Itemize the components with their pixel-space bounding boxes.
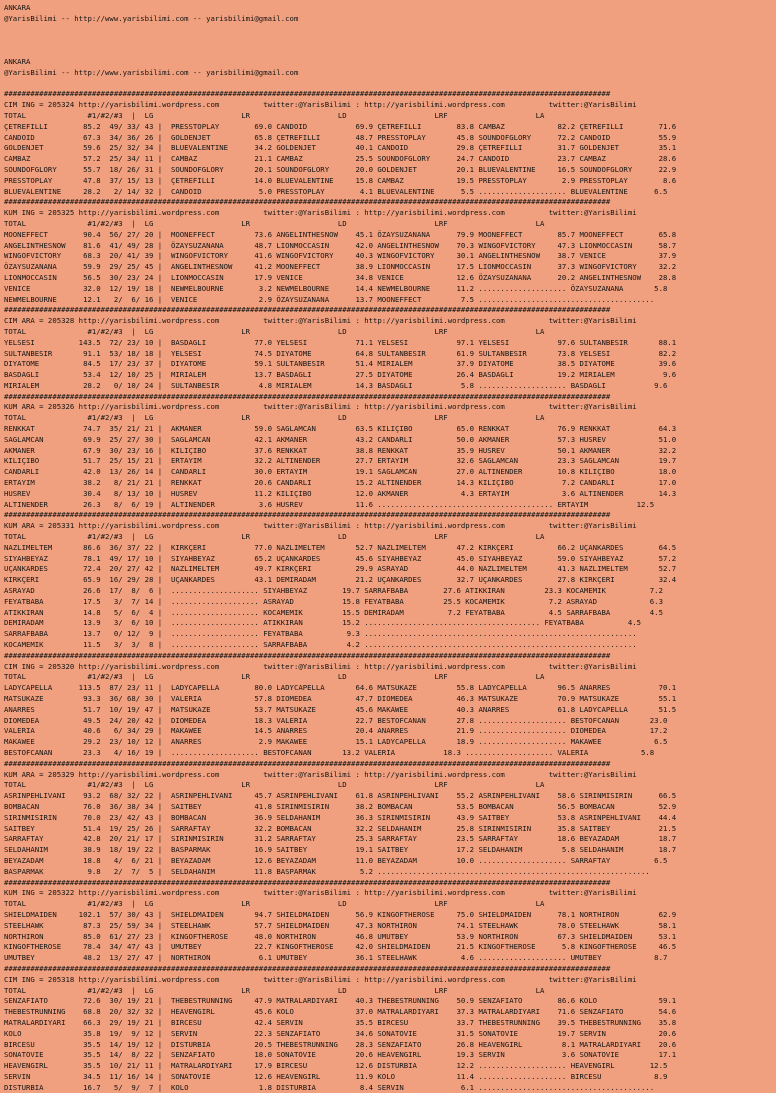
horse-row: SAITBEY 51.4 19/ 25/ 26 | SARRAFTAY 32.2 BOMBACAN 32.2 SELDAHANIM 25.8 SIRINMISIRIN 35.8 SAITBEY 21.5 <box>4 823 677 833</box>
horse-row: BESTOFCANAN 23.3 4/ 16/ 19 | .................... BESTOFCANAN 13.2 VALERIA 18.3 .................... VALERIA 5.8 <box>4 747 655 757</box>
horse-row: CANDOID 67.3 34/ 36/ 26 | GOLDENJET 65.8 ÇETREFILLI 48.7 PRESSTOPLAY 45.8 SOUNDOFGLORY 72.2 CANDOID 55.9 <box>4 132 677 142</box>
horse-row: SONATOVIE 35.5 14/ 8/ 22 | SENZAFIATO 18.0 SONATOVIE 20.6 HEAVENGIRL 19.3 SERVIN 3.6 SONATOVIE 17.1 <box>4 1050 677 1060</box>
horse-row: BOMBACAN 76.0 36/ 38/ 34 | SAITBEY 41.8 SIRINMISIRIN 38.2 BOMBACAN 53.5 BOMBACAN 56.5 BOMBACAN 52.9 <box>4 801 677 811</box>
column-header-line: TOTAL #1/#2/#3 | LG LR LD LRF LA <box>4 110 545 120</box>
horse-row: ÇETREFILLI 85.2 49/ 33/ 43 | PRESSTOPLAY 69.0 CANDOID 69.9 ÇETREFILLI 83.8 CAMBAZ 82.2 ÇETREFILLI 71.6 <box>4 121 677 131</box>
horse-row: BLUEVALENTINE 28.2 2/ 14/ 32 | CANDOID 5.0 PRESSTOPLAY 4.1 BLUEVALENTINE 5.5 .................... BLUEVALENTINE 6.5 <box>4 186 668 196</box>
column-header-line: TOTAL #1/#2/#3 | LG LR LD LRF LA <box>4 218 545 228</box>
separator-line: ########################################################################################################################################## <box>4 877 611 887</box>
horse-row: KINGOFTHEROSE 78.4 34/ 47/ 43 | UMUTBEY 22.7 KINGOFTHEROSE 42.0 SHIELDMAIDEN 21.5 KINGOFTHEROSE 5.8 KINGOFTHEROSE 46.5 <box>4 942 677 952</box>
separator-line: ########################################################################################################################################## <box>4 650 611 660</box>
horse-row: BEYAZADAM 18.8 4/ 6/ 21 | BEYAZADAM 12.6 BEYAZADAM 11.0 BEYAZADAM 10.0 .................... SARRAFTAY 6.5 <box>4 855 668 865</box>
horse-row: PRESSTOPLAY 47.8 37/ 15/ 13 | ÇETREFILLI 14.0 BLUEVALENTINE 15.8 CAMBAZ 19.5 PRESSTOPLAY 2.9 PRESSTOPLAY 8.6 <box>4 175 677 185</box>
race-header-line: KUM ARA = 205326 http://yarisbilimi.wordpress.com twitter:@YarisBilimi : http://yarisbilimi.wordpress.com twitter:@YarisBilimi <box>4 402 637 412</box>
race-header-line: KUM ING = 205322 http://yarisbilimi.wordpress.com twitter:@YarisBilimi : http://yarisbilimi.wordpress.com twitter:@YarisBilimi <box>4 888 637 898</box>
horse-row: SIYAHBEYAZ 78.1 49/ 17/ 10 | SIYAHBEYAZ 65.2 UÇANKARDES 45.6 SIYAHBEYAZ 45.0 SIYAHBEYAZ 59.0 SIYAHBEYAZ 57.2 <box>4 553 677 563</box>
horse-row: KILIÇIBO 51.7 25/ 15/ 21 | ERTAYIM 32.2 ALTINENDER 27.7 ERTAYIM 32.6 SAGLAMCAN 23.3 SAGLAMCAN 19.7 <box>4 456 677 466</box>
horse-row: ALTINENDER 26.3 8/ 6/ 19 | ALTINENDER 3.6 HUSREV 11.6 ........................................ ERTAYIM 12.5 <box>4 499 655 509</box>
race-header-line: CIM ARA = 205328 http://yarisbilimi.wordpress.com twitter:@YarisBilimi : http://yarisbilimi.wordpress.com twitter:@YarisBilimi <box>4 316 637 326</box>
column-header-line: TOTAL #1/#2/#3 | LG LR LD LRF LA <box>4 413 545 423</box>
horse-row: ASRAYAD 26.6 17/ 8/ 6 | .................... SIYAHBEYAZ 19.7 SARRAFBABA 27.6 ATIKKIRAN 23.3 KOCAMEMIK 7.2 <box>4 586 663 596</box>
horse-row: MOONEFFECT 90.4 56/ 27/ 20 | MOONEFFECT 73.6 ANGELINTHESNOW 45.1 ÖZAYSUZANANA 79.9 MOONEFFECT 85.7 MOONEFFECT 65.8 <box>4 229 677 239</box>
horse-row: STEELHAWK 87.3 25/ 59/ 34 | STEELHAWK 57.7 SHIELDMAIDEN 47.3 NORTHIRON 74.1 STEELHAWK 78.0 STEELHAWK 58.1 <box>4 920 677 930</box>
horse-row: THEBESTRUNNING 68.8 20/ 32/ 32 | HEAVENGIRL 45.6 KOLO 37.0 MATRALARDIYARI 37.3 MATRALARDIYARI 71.6 SENZAFIATO 54.6 <box>4 1007 677 1017</box>
horse-row: DIYATOME 84.5 17/ 23/ 37 | DIYATOME 59.1 SULTANBESIR 51.4 MIRIALEM 37.9 DIYATOME 38.5 DIYATOME 39.6 <box>4 359 677 369</box>
city-title: ANKARA <box>4 3 31 12</box>
column-header-line: TOTAL #1/#2/#3 | LG LR LD LRF LA <box>4 672 545 682</box>
horse-row: FEYATBABA 17.5 3/ 7/ 14 | .................... ASRAYAD 15.8 FEYATBABA 25.5 KOCAMEMIK 7.2 ASRAYAD 6.3 <box>4 596 663 606</box>
race-header-line: KUM ARA = 205329 http://yarisbilimi.wordpress.com twitter:@YarisBilimi : http://yarisbilimi.wordpress.com twitter:@YarisBilimi <box>4 769 637 779</box>
separator-line: ########################################################################################################################################## <box>4 510 611 520</box>
horse-row: WINGOFVICTORY 68.3 20/ 41/ 39 | WINGOFVICTORY 41.6 WINGOFVICTORY 40.3 WINGOFVICTORY 30.1 ANGELINTHESNOW 38.7 VENICE 37.9 <box>4 251 677 261</box>
horse-row: ÖZAYSUZANANA 59.9 29/ 25/ 45 | ANGELINTHESNOW 41.2 MOONEFFECT 38.9 LIONMOCCASIN 17.5 LIONMOCCASIN 37.3 WINGOFVICTORY 32.2 <box>4 262 677 272</box>
separator-line: ########################################################################################################################################## <box>4 89 611 99</box>
column-header-line: TOTAL #1/#2/#3 | LG LR LD LRF LA <box>4 326 545 336</box>
horse-row: RENKKAT 74.7 35/ 21/ 21 | AKMANER 59.0 SAGLAMCAN 63.5 KILIÇIBO 65.0 RENKKAT 76.9 RENKKAT 64.3 <box>4 424 677 434</box>
race-header-line: CIM ING = 205320 http://yarisbilimi.wordpress.com twitter:@YarisBilimi : http://yarisbilimi.wordpress.com twitter:@YarisBilimi <box>4 661 637 671</box>
horse-row: ASRINPEHLIVANI 93.2 68/ 32/ 22 | ASRINPEHLIVANI 45.7 ASRINPEHLIVANI 61.8 ASRINPEHLIVANI 55.2 ASRINPEHLIVANI 58.6 SIRINMISIRIN 66.5 <box>4 791 677 801</box>
horse-row: NAZLIMELTEM 86.6 36/ 37/ 22 | KIRKÇERI 77.0 NAZLIMELTEM 52.7 NAZLIMELTEM 47.2 KIRKÇERI 66.2 UÇANKARDES 64.5 <box>4 542 677 552</box>
horse-row: VENICE 32.0 12/ 19/ 18 | NEWMELBOURNE 3.2 NEWMELBOURNE 14.4 NEWMELBOURNE 11.2 .................... ÖZAYSUZANANA 5.8 <box>4 283 668 293</box>
race-header-line: CIM ING = 205324 http://yarisbilimi.wordpress.com twitter:@YarisBilimi : http://yarisbilimi.wordpress.com twitter:@YarisBilimi <box>4 100 637 110</box>
blank-line <box>4 25 776 36</box>
separator-line: ########################################################################################################################################## <box>4 305 611 315</box>
horse-row: DISTURBIA 16.7 5/ 9/ 7 | KOLO 1.8 DISTURBIA 8.4 SERVIN 6.1 ........................................ <box>4 1082 655 1092</box>
contact-line: @YarisBilimi -- http://www.yarisbilimi.com -- yarisbilimi@gmail.com <box>4 67 299 77</box>
horse-row: DEMIRADAM 13.9 3/ 6/ 10 | .................... ATIKKIRAN 15.2 ........................................ FEYATBABA 4.5 <box>4 618 641 628</box>
blank-line <box>4 46 776 57</box>
horse-row: GOLDENJET 59.6 25/ 32/ 34 | BLUEVALENTINE 34.2 GOLDENJET 40.1 CANDOID 29.8 ÇETREFILLI 31.7 GOLDENJET 35.1 <box>4 143 677 153</box>
race-header-line: KUM ING = 205325 http://yarisbilimi.wordpress.com twitter:@YarisBilimi : http://yarisbilimi.wordpress.com twitter:@YarisBilimi <box>4 208 637 218</box>
horse-row: BIRCESU 35.5 14/ 19/ 12 | DISTURBIA 20.5 THEBESTRUNNING 28.3 SENZAFIATO 26.8 HEAVENGIRL 8.1 MATRALARDIYARI 20.6 <box>4 1039 677 1049</box>
horse-row: YELSESI 143.5 72/ 23/ 10 | BASDAGLI 77.0 YELSESI 71.1 YELSESI 97.1 YELSESI 97.6 SULTANBESIR 88.1 <box>4 337 677 347</box>
city-title: ANKARA <box>4 56 31 66</box>
column-header-line: TOTAL #1/#2/#3 | LG LR LD LRF LA <box>4 780 545 790</box>
horse-row: AKMANER 67.9 30/ 23/ 16 | KILIÇIBO 37.6 RENKKAT 38.8 RENKKAT 35.9 HUSREV 50.1 AKMANER 32.2 <box>4 445 677 455</box>
horse-row: LADYCAPELLA 113.5 87/ 23/ 11 | LADYCAPELLA 80.0 LADYCAPELLA 64.6 MATSUKAZE 55.8 LADYCAPELLA 96.5 ANARRES 70.1 <box>4 683 677 693</box>
horse-row: NORTHIRON 85.0 61/ 27/ 23 | KINGOFTHEROSE 48.0 NORTHIRON 46.8 UMUTBEY 53.9 NORTHIRON 67.3 SHIELDMAIDEN 53.1 <box>4 931 677 941</box>
horse-row: VALERIA 40.6 6/ 34/ 29 | MAKAWEE 14.5 ANARRES 20.4 ANARRES 21.9 .................... DIOMEDEA 17.2 <box>4 726 668 736</box>
horse-row: MATRALARDIYARI 66.3 29/ 19/ 21 | BIRCESU 42.4 SERVIN 35.5 BIRCESU 33.7 THEBESTRUNNING 39.5 THEBESTRUNNING 35.8 <box>4 1017 677 1027</box>
horse-row: BASPARMAK 9.8 2/ 7/ 5 | SELDAHANIM 11.8 BASPARMAK 5.2 .............................................................. <box>4 866 650 876</box>
horse-row: SELDAHANIM 38.9 18/ 19/ 22 | BASPARMAK 16.9 SAITBEY 19.1 SAITBEY 17.2 SELDAHANIM 5.8 SELDAHANIM 18.7 <box>4 845 677 855</box>
horse-row: SARRAFBABA 13.7 0/ 12/ 9 | .................... FEYATBABA 9.3 .............................................................. <box>4 629 637 639</box>
horse-row: KOLO 35.8 19/ 9/ 12 | SERVIN 22.3 SENZAFIATO 34.6 SONATOVIE 31.5 SONATOVIE 19.7 SERVIN 20.6 <box>4 1028 677 1038</box>
horse-row: BASDAGLI 53.4 12/ 10/ 25 | MIRIALEM 13.7 BASDAGLI 27.5 DIYATOME 26.4 BASDAGLI 19.2 MIRIALEM 9.6 <box>4 370 677 380</box>
horse-row: SULTANBESIR 91.1 53/ 18/ 18 | YELSESI 74.5 DIYATOME 64.8 SULTANBESIR 61.9 SULTANBESIR 73.8 YELSESI 82.2 <box>4 348 677 358</box>
horse-row: CAMBAZ 57.2 25/ 34/ 11 | CAMBAZ 21.1 CAMBAZ 25.5 SOUNDOFGLORY 24.7 CANDOID 23.7 CAMBAZ 28.6 <box>4 154 677 164</box>
horse-row: NEWMELBOURNE 12.1 2/ 6/ 16 | VENICE 2.9 ÖZAYSUZANANA 13.7 MOONEFFECT 7.5 ........................................ <box>4 294 655 304</box>
race-header-line: CIM ING = 205318 http://yarisbilimi.wordpress.com twitter:@YarisBilimi : http://yarisbilimi.wordpress.com twitter:@YarisBilimi <box>4 974 637 984</box>
horse-row: UÇANKARDES 72.4 20/ 27/ 42 | NAZLIMELTEM 49.7 KIRKÇERI 29.9 ASRAYAD 44.0 NAZLIMELTEM 41.3 NAZLIMELTEM 52.7 <box>4 564 677 574</box>
horse-row: SARRAFTAY 42.8 20/ 21/ 17 | SIRINMISIRIN 31.2 SARRAFTAY 25.3 SARRAFTAY 23.5 SARRAFTAY 18.6 BEYAZADAM 18.7 <box>4 834 677 844</box>
horse-row: CANDARLI 42.0 13/ 26/ 14 | CANDARLI 30.0 ERTAYIM 19.1 SAGLAMCAN 27.0 ALTINENDER 10.8 KILIÇIBO 18.0 <box>4 467 677 477</box>
horse-row: LIONMOCCASIN 56.5 30/ 23/ 24 | LIONMOCCASIN 17.9 VENICE 34.8 VENICE 12.6 ÖZAYSUZANANA 20.2 ANGELINTHESNOW 28.8 <box>4 272 677 282</box>
separator-line: ########################################################################################################################################## <box>4 197 611 207</box>
horse-row: UMUTBEY 48.2 13/ 27/ 47 | NORTHIRON 6.1 UMUTBEY 36.1 STEELHAWK 4.6 .................... UMUTBEY 8.7 <box>4 953 668 963</box>
separator-line: ########################################################################################################################################## <box>4 758 611 768</box>
separator-line: ########################################################################################################################################## <box>4 963 611 973</box>
horse-row: SIRINMISIRIN 70.0 23/ 42/ 43 | BOMBACAN 36.9 SELDAHANIM 36.3 SIRINMISIRIN 43.9 SAITBEY 53.8 ASRINPEHLIVANI 44.4 <box>4 812 677 822</box>
separator-line: ########################################################################################################################################## <box>4 391 611 401</box>
blank-line <box>4 79 776 90</box>
column-header-line: TOTAL #1/#2/#3 | LG LR LD LRF LA <box>4 985 545 995</box>
horse-row: KIRKÇERI 65.9 16/ 29/ 28 | UÇANKARDES 43.1 DEMIRADAM 21.2 UÇANKARDES 32.7 UÇANKARDES 27.8 KIRKÇERI 32.4 <box>4 575 677 585</box>
horse-row: SHIELDMAIDEN 102.1 57/ 30/ 43 | SHIELDMAIDEN 94.7 SHIELDMAIDEN 56.9 KINGOFTHEROSE 75.0 SHIELDMAIDEN 78.1 NORTHIRON 62.9 <box>4 909 677 919</box>
horse-row: KOCAMEMIK 11.5 3/ 3/ 8 | .................... SARRAFBABA 4.2 .............................................................. <box>4 640 637 650</box>
horse-row: ANARRES 51.7 10/ 19/ 47 | MATSUKAZE 53.7 MATSUKAZE 45.6 MAKAWEE 40.3 ANARRES 61.8 LADYCAPELLA 51.5 <box>4 704 677 714</box>
horse-row: ATIKKIRAN 14.8 5/ 6/ 4 | .................... KOCAMEMIK 15.5 DEMIRADAM 7.2 FEYATBABA 4.5 SARRAFBABA 4.5 <box>4 607 663 617</box>
horse-row: HUSREV 30.4 8/ 13/ 10 | HUSREV 11.2 KILIÇIBO 12.0 AKMANER 4.3 ERTAYIM 3.6 ALTINENDER 14.3 <box>4 488 677 498</box>
horse-row: DIOMEDEA 49.5 24/ 20/ 42 | DIOMEDEA 18.3 VALERIA 22.7 BESTOFCANAN 27.8 .................... BESTOFCANAN 23.0 <box>4 715 668 725</box>
column-header-line: TOTAL #1/#2/#3 | LG LR LD LRF LA <box>4 899 545 909</box>
blank-line <box>4 35 776 46</box>
horse-row: MATSUKAZE 93.3 36/ 68/ 30 | VALERIA 57.8 DIOMEDEA 47.7 DIOMEDEA 46.3 MATSUKAZE 70.9 MATSUKAZE 55.1 <box>4 694 677 703</box>
horse-row: SAGLAMCAN 69.9 25/ 27/ 30 | SAGLAMCAN 42.1 AKMANER 43.2 CANDARLI 50.0 AKMANER 57.3 HUSREV 51.0 <box>4 434 677 444</box>
horse-row: MIRIALEM 28.2 0/ 10/ 24 | SULTANBESIR 4.8 MIRIALEM 14.3 BASDAGLI 5.8 .................... BASDAGLI 9.6 <box>4 380 668 390</box>
horse-row: SENZAFIATO 72.6 30/ 19/ 21 | THEBESTRUNNING 47.9 MATRALARDIYARI 40.3 THEBESTRUNNING 50.9 SENZAFIATO 86.6 KOLO 59.1 <box>4 996 677 1006</box>
horse-row: ERTAYIM 38.2 8/ 21/ 21 | RENKKAT 20.6 CANDARLI 15.2 ALTINENDER 14.3 KILIÇIBO 7.2 CANDARLI 17.0 <box>4 478 677 488</box>
horse-row: ANGELINTHESNOW 81.6 41/ 49/ 28 | ÖZAYSUZANANA 48.7 LIONMOCCASIN 42.0 ANGELINTHESNOW 70.3 WINGOFVICTORY 47.3 LIONMOCCASIN 58.7 <box>4 240 677 250</box>
horse-row: SERVIN 34.5 11/ 16/ 14 | SONATOVIE 12.6 HEAVENGIRL 11.9 KOLO 11.4 .................... BIRCESU 8.9 <box>4 1071 668 1081</box>
horse-row: HEAVENGIRL 35.5 10/ 21/ 11 | MATRALARDIYARI 17.9 BIRCESU 12.6 DISTURBIA 12.2 .................... HEAVENGIRL 12.5 <box>4 1061 668 1071</box>
horse-row: SOUNDOFGLORY 55.7 18/ 26/ 31 | SOUNDOFGLORY 20.1 SOUNDOFGLORY 20.0 GOLDENJET 20.1 BLUEVALENTINE 16.5 SOUNDOFGLORY 22.9 <box>4 164 677 174</box>
race-header-line: KUM ARA = 205331 http://yarisbilimi.wordpress.com twitter:@YarisBilimi : http://yarisbilimi.wordpress.com twitter:@YarisBilimi <box>4 521 637 531</box>
horse-row: MAKAWEE 29.2 23/ 10/ 12 | ANARRES 2.9 MAKAWEE 15.1 LADYCAPELLA 18.9 .................... MAKAWEE 6.5 <box>4 737 668 747</box>
contact-line: @YarisBilimi -- http://www.yarisbilimi.com -- yarisbilimi@gmail.com <box>4 13 299 23</box>
column-header-line: TOTAL #1/#2/#3 | LG LR LD LRF LA <box>4 532 545 542</box>
